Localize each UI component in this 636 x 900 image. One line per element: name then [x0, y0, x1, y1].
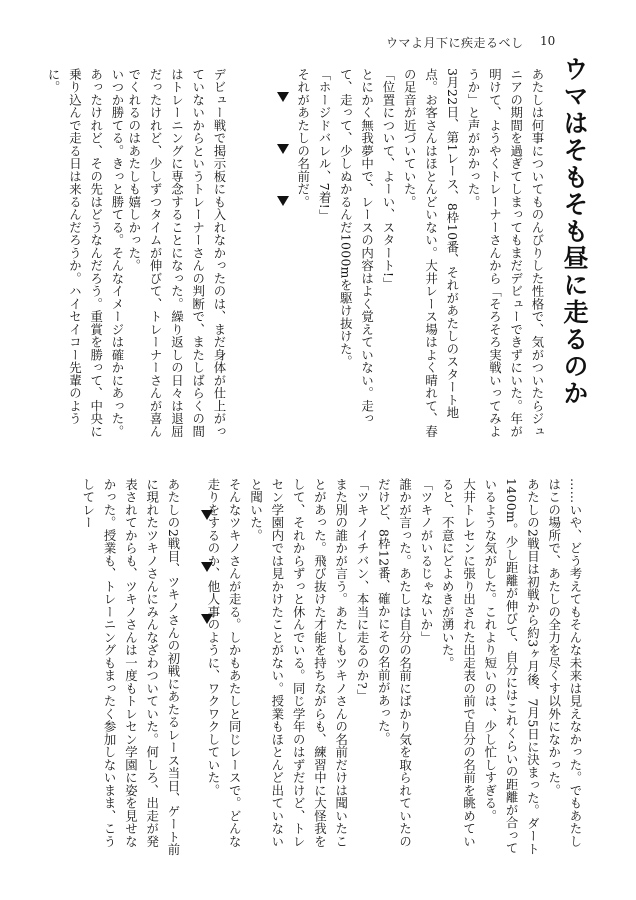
paragraph: 大井トレセンに張り出された出走表の前で自分の名前を眺めていると、不意にどよめきが湧いた。	[440, 478, 477, 848]
running-title: ウマよ月下に疾走るべし	[386, 36, 524, 50]
chapter-title: ウマはそもそも昼に走るのか	[560, 56, 589, 407]
paragraph: あたしは何事についてものんびりした性格で、気がついたらジュニアの期間を過ぎてしまってもまだデビューできずにいた。年が明けて、ようやくトレーナーさんから「そろそろ実戦いってみようか」と声がかかった。	[466, 68, 545, 438]
paragraph: デビュー戦で掲示板にも入れなかったのは、まだ身体が仕上がっていないからというトレーナーさんの判断で、またしばらくの間はトレーニングに専念することになった。繰り返しの日々は退屈だったけれど、少しずつタイムが伸びて、トレーナーさんが喜んでくれるのはあたしも嬉しかった。	[126, 68, 227, 438]
paragraph: そんなツキノさんが走る。しかもあたしと同じレースで。どんな走りをするのか、他人事のように、ワクワクしていた。	[205, 478, 243, 848]
running-header	[0, 34, 636, 54]
text-block-bottom-2	[80, 478, 184, 858]
paragraph: いつか勝てる。きっと勝てる。そんなイメージは確かにあった。あったけれど、その先はどうなんだろう。重賞を勝って、中央に乗り込んで走る日は来るんだろうか。ハイセイコー先輩のように。	[46, 68, 125, 438]
paragraph: ……いや、どう考えてもそんな未来は見えなかった。でもあたしはこの場所で、あたしの全力を尽くす以外になかった。	[546, 478, 583, 848]
paragraph: 誰かが言った。あたしは自分の名前にばかり気を取られていたのだけど、8枠12番、確かにその名前があった。	[376, 478, 413, 848]
paragraph: 「ツキノがいるじゃないか」	[418, 478, 434, 644]
triangle-icon	[277, 196, 289, 206]
paragraph: 「ツキノイチバン、本当に走るのか?」	[355, 478, 371, 702]
paragraph: 「位置について、よーい、スタート!」	[380, 68, 396, 291]
triangle-icon	[277, 92, 289, 102]
scene-break-marker	[277, 92, 289, 212]
text-block-top-3	[30, 68, 128, 442]
paragraph: それがあたしの名前だ。	[295, 68, 311, 209]
text-block-bottom-1	[184, 478, 586, 858]
triangle-icon	[201, 614, 213, 624]
paragraph: 3月22日、第1レース、8枠10番、それがあたしのスタート地点。お客さんはほとんどいない。大井レース場はよく晴れて、春の足音が近づいていた。	[402, 68, 460, 438]
page-number: 10	[540, 34, 556, 48]
triangle-icon	[277, 144, 289, 154]
triangle-icon	[201, 510, 213, 520]
paragraph: あたしの2戦目、ツキノさんの初戦にあたるレース当日、ゲート前に現れたツキノさんにみんなざわついていた。何しろ、出走が発表されてからも、ツキノさんは一度もトレセン学園に姿を見せなかった。授業も、トレーニングもまったく参加しないまま、こうしてレー	[80, 478, 181, 856]
paragraph: あたしの2戦目は初戦から約3ヶ月後、7月5日に決まった。ダート1400m。少し距離が伸びて、自分にはこれくらいの距離が合っているような気がした。これより短いのは、少し忙しすぎる。	[482, 478, 541, 856]
paragraph: 「ホージドバレル、7着!」	[317, 68, 333, 222]
triangle-icon	[201, 562, 213, 572]
paragraph: とにかく無我夢中で、レースの内容はよく覚えていない。走って、走って、少しぬかるんだ1000mを駆け抜けた。	[338, 68, 375, 425]
scene-break-marker	[201, 510, 213, 630]
paragraph: また別の誰かが言う。あたしもツキノさんの名前だけは聞いたことがあった。飛び抜けた才能を持ちながらも、練習中に大怪我をして、それからずっと休んでいる。同じ学年のはずだけど、トレセン学園内では見かけたことがない。授業もほとんど出ていないと聞いた。	[248, 478, 349, 848]
